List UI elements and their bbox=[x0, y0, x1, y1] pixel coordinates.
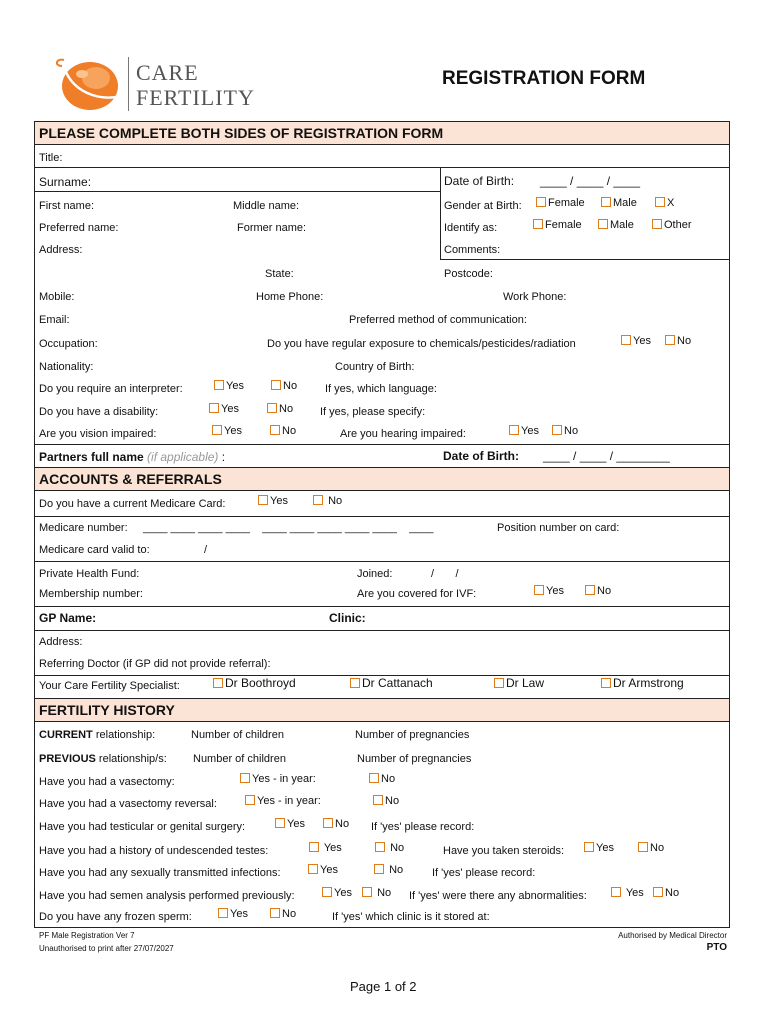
reversal-yes-option[interactable]: Yes - in year: bbox=[245, 795, 321, 808]
checkbox-icon[interactable] bbox=[271, 380, 281, 390]
checkbox-icon[interactable] bbox=[212, 425, 222, 435]
checkbox-icon[interactable] bbox=[375, 842, 385, 852]
section-header-accounts bbox=[34, 467, 730, 491]
please-specify-label: If yes, please specify: bbox=[320, 406, 426, 418]
section-title: FERTILITY HISTORY bbox=[39, 702, 175, 718]
doctor-option-cattanach[interactable]: Dr Cattanach bbox=[350, 677, 433, 690]
preferred-method-label: Preferred method of communication: bbox=[349, 314, 527, 326]
checkbox-icon[interactable] bbox=[494, 678, 504, 688]
steroids-yes-option[interactable]: Yes bbox=[584, 842, 614, 855]
checkbox-icon[interactable] bbox=[258, 495, 268, 505]
email-label: Email: bbox=[39, 314, 70, 326]
doctor-option-boothroyd[interactable]: Dr Boothroyd bbox=[213, 677, 296, 690]
checkbox-icon[interactable] bbox=[552, 425, 562, 435]
checkbox-icon[interactable] bbox=[584, 842, 594, 852]
testicular-surgery-question: Have you had testicular or genital surgery: bbox=[39, 821, 246, 833]
medicare-card-question: Do you have a current Medicare Card: bbox=[39, 498, 226, 510]
section-header-fertility bbox=[34, 698, 730, 722]
footer-version: PF Male Registration Ver 7 bbox=[39, 931, 135, 940]
checkbox-icon[interactable] bbox=[374, 864, 384, 874]
checkbox-icon[interactable] bbox=[362, 887, 372, 897]
medicare-no-option[interactable]: No bbox=[313, 495, 342, 508]
frozen-sperm-question: Do you have any frozen sperm: bbox=[39, 911, 192, 923]
undescended-no-option[interactable]: No bbox=[375, 842, 404, 855]
surname-label: Surname: bbox=[39, 175, 92, 189]
home-phone-label: Home Phone: bbox=[256, 291, 324, 303]
sti-question: Have you had any sexually transmitted infections: bbox=[39, 867, 281, 879]
undescended-yes-option[interactable]: Yes bbox=[309, 842, 342, 855]
testicular-record-label: If 'yes' please record: bbox=[371, 821, 475, 833]
joined-slashes[interactable]: / / bbox=[431, 568, 459, 580]
gp-address-label: Address: bbox=[39, 636, 83, 648]
specialist-label: Your Care Fertility Specialist: bbox=[39, 680, 180, 692]
medicare-valid-slash[interactable]: / bbox=[204, 544, 208, 556]
partners-name-label: Partners full name (if applicable) : bbox=[39, 450, 226, 464]
checkbox-icon[interactable] bbox=[350, 678, 360, 688]
checkbox-icon[interactable] bbox=[665, 335, 675, 345]
vision-yes-option[interactable]: Yes bbox=[212, 425, 242, 438]
gp-name-label: GP Name: bbox=[39, 611, 97, 625]
semen-yes-option[interactable]: Yes bbox=[322, 887, 352, 900]
disability-yes-option[interactable]: Yes bbox=[209, 403, 239, 416]
testicular-yes-option[interactable]: Yes bbox=[275, 818, 305, 831]
section-title: ACCOUNTS & REFERRALS bbox=[39, 471, 222, 487]
page-title: REGISTRATION FORM bbox=[442, 68, 646, 89]
gender-label: Gender at Birth: bbox=[444, 200, 522, 212]
doctor-option-armstrong[interactable]: Dr Armstrong bbox=[601, 677, 684, 690]
clinic-label: Clinic: bbox=[329, 611, 366, 625]
membership-label: Membership number: bbox=[39, 588, 143, 600]
current-children-label: Number of children bbox=[191, 729, 284, 741]
steroids-question: Have you taken steroids: bbox=[443, 845, 565, 857]
referring-doctor-label: Referring Doctor (if GP did not provide referral): bbox=[39, 658, 271, 670]
which-language-label: If yes, which language: bbox=[325, 383, 437, 395]
checkbox-icon[interactable] bbox=[309, 842, 319, 852]
country-birth-label: Country of Birth: bbox=[335, 361, 415, 373]
disability-question: Do you have a disability: bbox=[39, 406, 159, 418]
previous-pregnancies-label: Number of pregnancies bbox=[357, 753, 472, 765]
current-relationship-label: CURRENT relationship: bbox=[39, 729, 156, 741]
checkbox-icon[interactable] bbox=[601, 197, 611, 207]
comments-label: Comments: bbox=[444, 244, 501, 256]
checkbox-icon[interactable] bbox=[536, 197, 546, 207]
vision-no-option[interactable]: No bbox=[270, 425, 296, 438]
section-header-complete bbox=[34, 121, 730, 145]
partner-dob-label: Date of Birth: bbox=[443, 449, 519, 463]
checkbox-icon[interactable] bbox=[323, 818, 333, 828]
frozen-no-option[interactable]: No bbox=[270, 908, 296, 921]
checkbox-icon[interactable] bbox=[308, 864, 318, 874]
checkbox-icon[interactable] bbox=[270, 908, 280, 918]
hearing-question: Are you hearing impaired: bbox=[340, 428, 466, 440]
ivf-question: Are you covered for IVF: bbox=[357, 588, 477, 600]
checkbox-icon[interactable] bbox=[218, 908, 228, 918]
doctor-option-law[interactable]: Dr Law bbox=[494, 677, 544, 690]
disability-no-option[interactable]: No bbox=[267, 403, 293, 416]
ivf-yes-option[interactable]: Yes bbox=[534, 585, 564, 598]
checkbox-icon[interactable] bbox=[313, 495, 323, 505]
gender-x-option[interactable]: X bbox=[655, 197, 674, 210]
checkbox-icon[interactable] bbox=[601, 678, 611, 688]
exposure-yes-option[interactable]: Yes bbox=[621, 335, 651, 348]
footer-authorised: Authorised by Medical Director bbox=[618, 931, 727, 940]
undescended-question: Have you had a history of undescended testes: bbox=[39, 845, 269, 857]
abnormalities-no-option[interactable]: No bbox=[653, 887, 679, 900]
mobile-label: Mobile: bbox=[39, 291, 75, 303]
abnormalities-yes-option[interactable]: Yes bbox=[611, 887, 644, 900]
joined-label: Joined: bbox=[357, 568, 393, 580]
checkbox-icon[interactable] bbox=[240, 773, 250, 783]
checkbox-icon[interactable] bbox=[638, 842, 648, 852]
previous-children-label: Number of children bbox=[193, 753, 286, 765]
ivf-no-option[interactable]: No bbox=[585, 585, 611, 598]
checkbox-icon[interactable] bbox=[214, 380, 224, 390]
interpreter-no-option[interactable]: No bbox=[271, 380, 297, 393]
vasectomy-no-option[interactable]: No bbox=[369, 773, 395, 786]
checkbox-icon[interactable] bbox=[585, 585, 595, 595]
postcode-label: Postcode: bbox=[444, 268, 493, 280]
checkbox-icon[interactable] bbox=[611, 887, 621, 897]
exposure-question: Do you have regular exposure to chemicals/pesticides/radiation bbox=[267, 338, 576, 350]
abnormalities-question: If 'yes' were there any abnormalities: bbox=[409, 890, 587, 902]
checkbox-icon[interactable] bbox=[213, 678, 223, 688]
address-label: Address: bbox=[39, 244, 83, 256]
interpreter-question: Do you require an interpreter: bbox=[39, 383, 183, 395]
reversal-no-option[interactable]: No bbox=[373, 795, 399, 808]
checkbox-icon[interactable] bbox=[369, 773, 379, 783]
medicare-number-blanks[interactable]: ____ ____ ____ ____ ____ ____ ____ ____ ____ ____ bbox=[143, 522, 434, 534]
occupation-label: Occupation: bbox=[39, 338, 98, 350]
checkbox-icon[interactable] bbox=[322, 887, 332, 897]
sti-no-option[interactable]: No bbox=[374, 864, 403, 877]
sti-record-label: If 'yes' please record: bbox=[432, 867, 536, 879]
current-pregnancies-label: Number of pregnancies bbox=[355, 729, 470, 741]
partner-dob-blank[interactable]: ____ / ____ / ________ bbox=[543, 449, 670, 463]
frozen-clinic-label: If 'yes' which clinic is it stored at: bbox=[332, 911, 490, 923]
frozen-yes-option[interactable]: Yes bbox=[218, 908, 248, 921]
checkbox-icon[interactable] bbox=[533, 219, 543, 229]
identify-male-option[interactable]: Male bbox=[598, 219, 634, 232]
semen-no-option[interactable]: No bbox=[362, 887, 391, 900]
health-fund-label: Private Health Fund: bbox=[39, 568, 140, 580]
checkbox-icon[interactable] bbox=[621, 335, 631, 345]
checkbox-icon[interactable] bbox=[655, 197, 665, 207]
identify-as-label: Identify as: bbox=[444, 222, 498, 234]
footer-pto: PTO bbox=[706, 942, 727, 953]
page-number: Page 1 of 2 bbox=[350, 979, 417, 994]
interpreter-yes-option[interactable]: Yes bbox=[214, 380, 244, 393]
identify-female-option[interactable]: Female bbox=[533, 219, 582, 232]
title-label: Title: bbox=[39, 152, 63, 164]
gender-female-option[interactable]: Female bbox=[536, 197, 585, 210]
medicare-number-label: Medicare number: bbox=[39, 522, 128, 534]
semen-analysis-question: Have you had semen analysis performed previously: bbox=[39, 890, 295, 902]
checkbox-icon[interactable] bbox=[653, 887, 663, 897]
checkbox-icon[interactable] bbox=[598, 219, 608, 229]
vasectomy-reversal-question: Have you had a vasectomy reversal: bbox=[39, 798, 217, 810]
gender-male-option[interactable]: Male bbox=[601, 197, 637, 210]
hearing-no-option[interactable]: No bbox=[552, 425, 578, 438]
work-phone-label: Work Phone: bbox=[503, 291, 567, 303]
checkbox-icon[interactable] bbox=[509, 425, 519, 435]
nationality-label: Nationality: bbox=[39, 361, 94, 373]
care-fertility-logo bbox=[52, 52, 267, 114]
testicular-no-option[interactable]: No bbox=[323, 818, 349, 831]
steroids-no-option[interactable]: No bbox=[638, 842, 664, 855]
previous-relationship-label: PREVIOUS relationship/s: bbox=[39, 753, 167, 765]
checkbox-icon[interactable] bbox=[270, 425, 280, 435]
identify-other-option[interactable]: Other bbox=[652, 219, 692, 232]
section-title: PLEASE COMPLETE BOTH SIDES OF REGISTRATION FORM bbox=[39, 125, 444, 141]
logo-text-care: CARE bbox=[136, 60, 199, 85]
exposure-no-option[interactable]: No bbox=[665, 335, 691, 348]
state-label: State: bbox=[265, 268, 294, 280]
checkbox-icon[interactable] bbox=[373, 795, 383, 805]
first-name-label: First name: bbox=[39, 200, 95, 212]
preferred-name-label: Preferred name: bbox=[39, 222, 119, 234]
position-number-label: Position number on card: bbox=[497, 522, 620, 534]
dob-blank[interactable]: ____ / ____ / ____ bbox=[540, 174, 641, 188]
checkbox-icon[interactable] bbox=[209, 403, 219, 413]
checkbox-icon[interactable] bbox=[652, 219, 662, 229]
medicare-valid-label: Medicare card valid to: bbox=[39, 544, 150, 556]
dob-label: Date of Birth: bbox=[444, 174, 515, 188]
checkbox-icon[interactable] bbox=[534, 585, 544, 595]
vasectomy-question: Have you had a vasectomy: bbox=[39, 776, 175, 788]
vision-question: Are you vision impaired: bbox=[39, 428, 157, 440]
checkbox-icon[interactable] bbox=[245, 795, 255, 805]
sti-yes-option[interactable]: Yes bbox=[308, 864, 338, 877]
hearing-yes-option[interactable]: Yes bbox=[509, 425, 539, 438]
checkbox-icon[interactable] bbox=[267, 403, 277, 413]
logo-text-fertility: FERTILITY bbox=[136, 85, 255, 110]
footer-unauthorised: Unauthorised to print after 27/07/2027 bbox=[39, 944, 174, 953]
former-name-label: Former name: bbox=[237, 222, 307, 234]
logo-mark-icon bbox=[52, 52, 128, 114]
vasectomy-yes-option[interactable]: Yes - in year: bbox=[240, 773, 316, 786]
middle-name-label: Middle name: bbox=[233, 200, 300, 212]
checkbox-icon[interactable] bbox=[275, 818, 285, 828]
medicare-yes-option[interactable]: Yes bbox=[258, 495, 288, 508]
